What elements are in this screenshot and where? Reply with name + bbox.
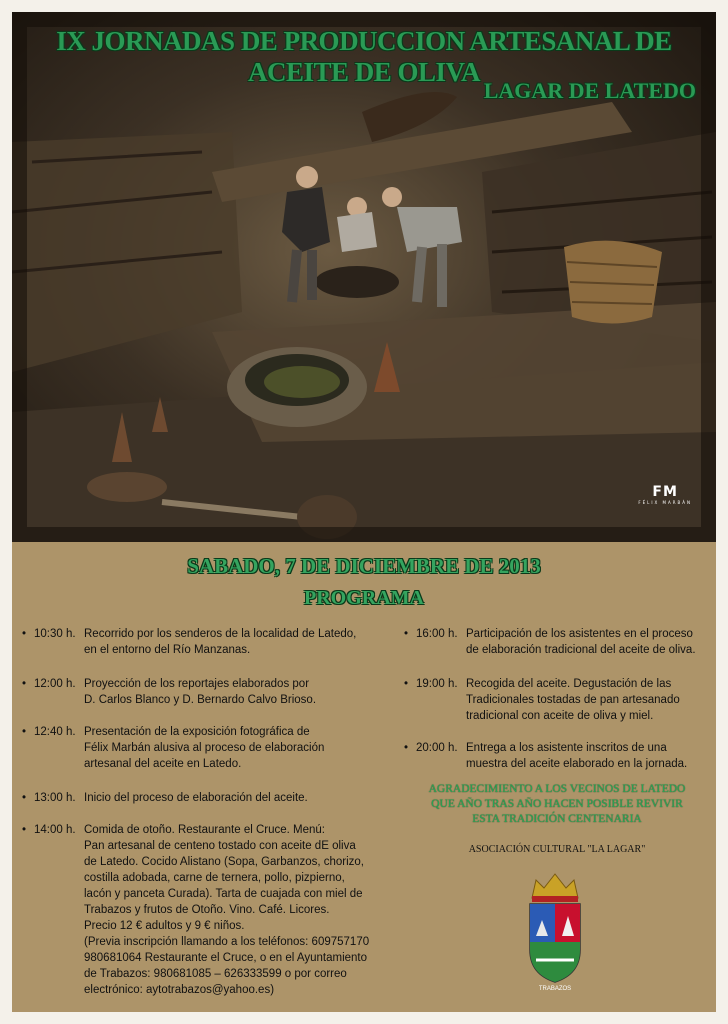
program-time: 12:40 h. <box>34 726 76 738</box>
program-time: 10:30 h. <box>34 628 76 640</box>
program-text: Inicio del proceso de elaboración del aceite. <box>84 792 308 804</box>
bullet: • <box>22 726 27 738</box>
program-item-1240 <box>22 724 402 774</box>
photographer-logo-mark: FM <box>652 484 678 500</box>
olive-press-photo <box>12 12 716 542</box>
program-time: 14:00 h. <box>34 824 76 836</box>
program-item-1200 <box>22 676 402 710</box>
bullet: • <box>22 678 27 690</box>
bullet: • <box>404 742 409 754</box>
program-time: 12:00 h. <box>34 678 76 690</box>
program-text: Recorrido por los senderos de la localidad de Latedo, en el entorno del Río Manzanas. <box>84 628 357 656</box>
program-text: Participación de los asistentes en el proceso de elaboración tradicional del aceite de oliva. <box>466 628 696 656</box>
program-text: Presentación de la exposición fotográfica de Félix Marbán alusiva al proceso de elaboración artesanal del aceite en Latedo. <box>84 726 325 770</box>
association-name: ASOCIACIÓN CULTURAL "LA LAGAR" <box>468 844 646 855</box>
program-text: Proyección de los reportajes elaborados por D. Carlos Blanco y D. Bernardo Calvo Brioso. <box>84 678 317 706</box>
program-time: 19:00 h. <box>416 678 458 690</box>
bullet: • <box>22 792 27 804</box>
bullet: • <box>404 628 409 640</box>
program-time: 20:00 h. <box>416 742 458 754</box>
program-item-1400 <box>22 822 412 1002</box>
photographer-logo <box>638 484 692 505</box>
program-item-1600 <box>404 626 714 660</box>
bullet: • <box>22 824 27 836</box>
poster-subtitle: LAGAR DE LATEDO <box>483 78 696 103</box>
program-item-1300 <box>22 790 402 808</box>
program-text: Comida de otoño. Restaurante el Cruce. Menú: Pan artesanal de centeno tostado con aceite dE oliva de Latedo. Cocido Alistano (Sopa, Garbanzos, chorizo, costilla adobada, carne de ternera, pollo, pizpierno, lacón y panceta Curada). Tarta de cuajada con miel de Trabazos y frutos de Otoño. Vino. Café. Licores. Precio 12 € adultos y 9 € niños. (Previa inscripción llamando a los teléfonos: 609757170 980681064 Restaurante el Cruce, o en el Ayuntamiento de Trabazos: 980681085 – 626333599 o por correo electrónico: aytotrabazos@yahoo.es) <box>84 824 370 996</box>
poster-title: IX JORNADAS DE PRODUCCION ARTESANAL DE ACEITE DE OLIVA <box>56 26 672 87</box>
program-item-1030 <box>22 626 402 660</box>
program-text: Recogida del aceite. Degustación de las Tradicionales tostadas de pan artesanado tradicional con aceite de oliva y miel. <box>466 678 680 722</box>
program-text: Entrega a los asistente inscritos de una muestra del aceite elaborado en la jornada. <box>466 742 688 770</box>
program-heading: PROGRAMA <box>304 587 424 609</box>
program-time: 13:00 h. <box>34 792 76 804</box>
bullet: • <box>404 678 409 690</box>
acknowledgement-text: AGRADECIMIENTO A LOS VECINOS DE LATEDO QUE AÑO TRAS AÑO HACEN POSIBLE REVIVIR ESTA TRADICIÓN CENTENARIA <box>428 783 686 825</box>
program-panel <box>12 542 716 1012</box>
event-date: SABADO, 7 DE DICIEMBRE DE 2013 <box>187 554 541 578</box>
bullet: • <box>22 628 27 640</box>
coat-of-arms-icon <box>522 870 588 1004</box>
photographer-logo-name: FÉLIX MARBÁN <box>638 500 692 505</box>
trabazos-coat-of-arms <box>522 870 588 1004</box>
program-item-2000 <box>404 740 714 774</box>
program-item-1900 <box>404 676 714 726</box>
program-time: 16:00 h. <box>416 628 458 640</box>
crest-caption: TRABAZOS <box>538 986 572 992</box>
